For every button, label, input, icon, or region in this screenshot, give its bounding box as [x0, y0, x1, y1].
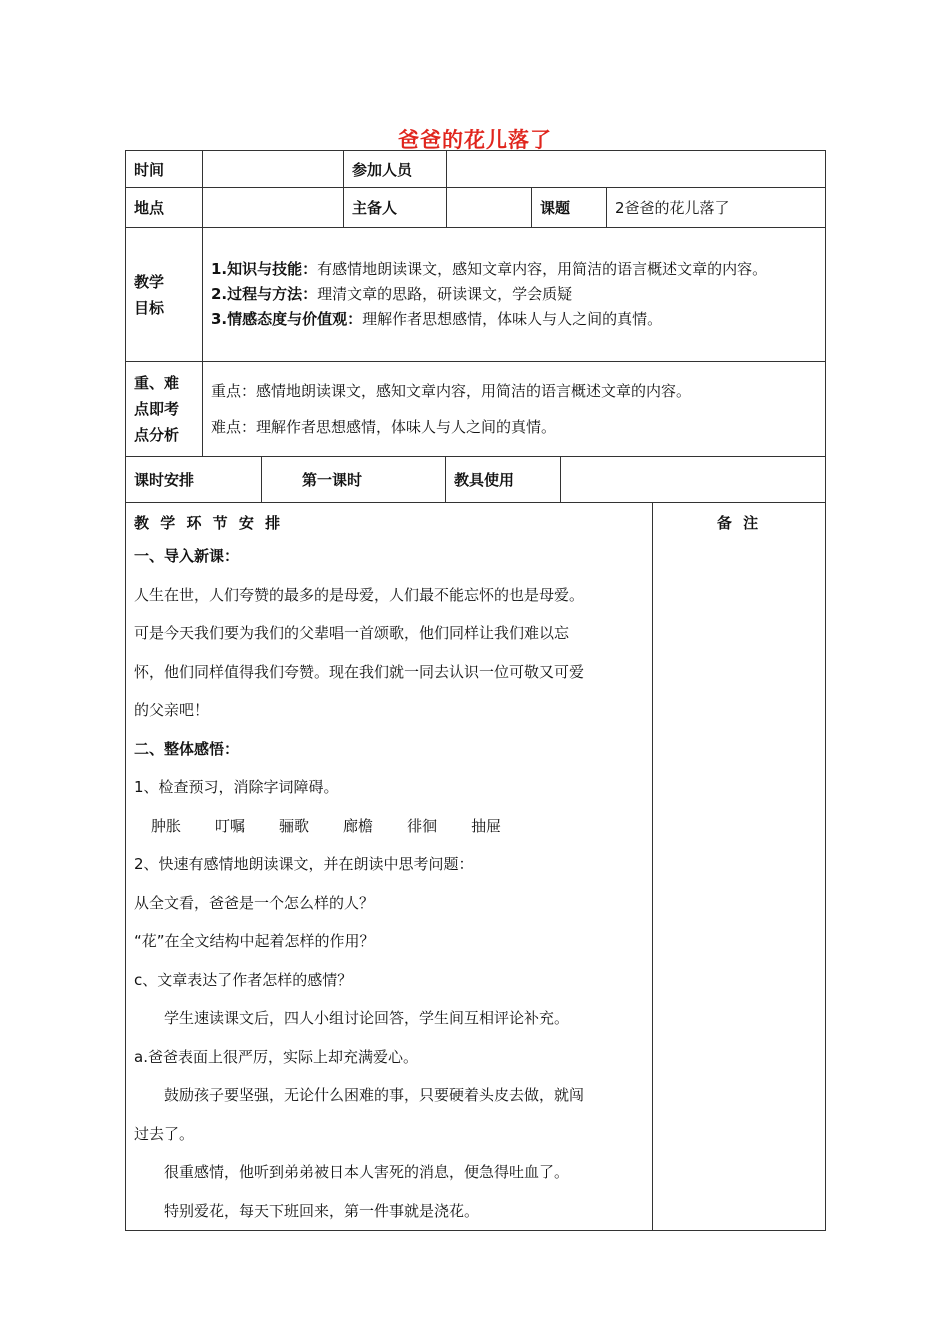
answer-detail: 特别爱花，每天下班回来，第一件事就是浇花。 — [164, 1201, 480, 1220]
heading-intro: 一、导入新课： — [134, 547, 240, 565]
vocab-list — [134, 807, 644, 846]
notes-column — [653, 503, 826, 1231]
teaching-steps-table — [125, 502, 826, 1231]
hours-label: 课时安排 — [126, 457, 262, 503]
key-points-content — [203, 362, 826, 457]
goals-content — [203, 228, 826, 362]
important-point: 重点：感情地朗读课文，感知文章内容，用简洁的语言概述文章的内容。 — [211, 382, 692, 400]
intro-line: 怀，他们同样值得我们夸赞。现在我们就一同去认识一位可敬又可爱 — [134, 662, 585, 681]
schedule-table — [125, 456, 826, 503]
step-2: 2、快速有感情地朗读课文，并在朗读中思考问题： — [134, 855, 474, 873]
vocab-word: 廊檐 — [343, 816, 374, 835]
time-label: 时间 — [126, 151, 203, 188]
answer-a: a.爸爸表面上很严厉，实际上却充满爱心。 — [134, 1047, 418, 1066]
goal-item: 2.过程与方法：理清文章的思路，研读课文，学会质疑 — [211, 285, 573, 303]
goal-item: 1.知识与技能：有感情地朗读课文，感知文章内容，用简洁的语言概述文章的内容。 — [211, 260, 768, 278]
section-label: 教 学 环 节 安 排 — [134, 514, 284, 532]
question: “花”在全文结构中起着怎样的作用？ — [134, 932, 375, 950]
key-points-label — [126, 362, 203, 457]
topic-value: 2爸爸的花儿落了 — [607, 188, 826, 228]
goals-label-line: 教学 — [134, 272, 165, 291]
goal-item: 3.情感态度与价值观：理解作者思想感情，体味人与人之间的真情。 — [211, 310, 663, 328]
intro-line: 人生在世，人们夸赞的最多的是母爱，人们最不能忘怀的也是母爱。 — [134, 585, 585, 604]
question: 从全文看，爸爸是一个怎么样的人？ — [134, 893, 375, 912]
place-label: 地点 — [126, 188, 203, 228]
vocab-word: 骊歌 — [279, 816, 310, 835]
vocab-word: 叮嘱 — [215, 816, 246, 835]
lesson-info-table — [125, 150, 826, 457]
notes-label: 备 注 — [716, 514, 762, 532]
key-points-label-line: 点即考 — [134, 400, 180, 418]
key-points-label-line: 点分析 — [134, 426, 180, 444]
answer-detail: 过去了。 — [134, 1124, 195, 1143]
teaching-steps-content — [126, 503, 653, 1231]
key-points-label-line: 重、难 — [134, 374, 180, 392]
topic-label: 课题 — [532, 188, 607, 228]
page-title: 爸爸的花儿落了 — [398, 128, 552, 152]
answer-detail: 鼓励孩子要坚强，无论什么困难的事，只要硬着头皮去做，就闯 — [164, 1086, 585, 1104]
goals-label — [126, 228, 203, 362]
question: c、文章表达了作者怎样的感情？ — [134, 970, 353, 989]
step-1: 1、检查预习，消除字词障碍。 — [134, 778, 339, 796]
tools-value — [561, 457, 826, 503]
time-value — [203, 151, 344, 188]
place-value — [203, 188, 344, 228]
discussion-note: 学生速读课文后，四人小组讨论回答，学生间互相评论补充。 — [164, 1009, 570, 1027]
participants-label: 参加人员 — [344, 151, 447, 188]
tools-label: 教具使用 — [446, 457, 561, 503]
vocab-word: 徘徊 — [407, 816, 438, 835]
vocab-word: 肿胀 — [151, 816, 182, 835]
intro-line: 可是今天我们要为我们的父辈唱一首颂歌，他们同样让我们难以忘 — [134, 624, 570, 642]
answer-detail: 很重感情，他听到弟弟被日本人害死的消息，便急得吐血了。 — [164, 1163, 570, 1181]
lead-value — [447, 188, 532, 228]
hours-value: 第一课时 — [262, 457, 446, 503]
heading-overall: 二、整体感悟： — [134, 739, 240, 758]
participants-value — [447, 151, 826, 188]
intro-line: 的父亲吧！ — [134, 701, 210, 719]
difficult-point: 难点：理解作者思想感情，体味人与人之间的真情。 — [211, 418, 557, 436]
lead-label: 主备人 — [344, 188, 447, 228]
vocab-word: 抽屉 — [471, 816, 502, 835]
goals-label-line: 目标 — [134, 298, 165, 317]
